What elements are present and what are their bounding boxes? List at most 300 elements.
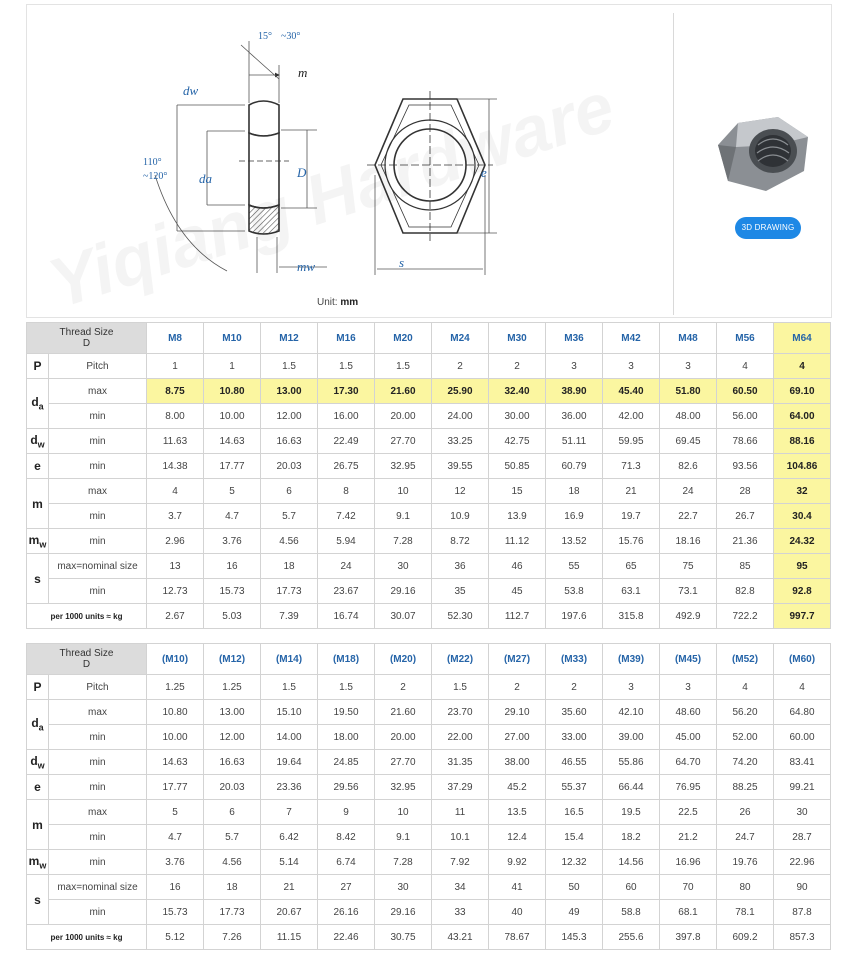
value-cell: 60 <box>603 875 660 900</box>
value-cell: 65 <box>603 554 660 579</box>
value-cell: 6.74 <box>318 850 375 875</box>
value-cell: 24 <box>660 479 717 504</box>
value-cell: 1.5 <box>432 675 489 700</box>
value-cell: 30.07 <box>375 604 432 629</box>
symbol-text: e <box>34 780 41 794</box>
value-cell: 45.40 <box>603 379 660 404</box>
value-cell: 27.70 <box>375 750 432 775</box>
size-header: (M18) <box>318 644 375 675</box>
value-cell: 22.00 <box>432 725 489 750</box>
value-cell: 23.67 <box>318 579 375 604</box>
value-cell: 13 <box>147 554 204 579</box>
nut-3d-icon <box>716 115 816 205</box>
value-cell: 14.00 <box>261 725 318 750</box>
size-header: M10 <box>204 323 261 354</box>
value-cell: 20.67 <box>261 900 318 925</box>
value-cell: 5 <box>204 479 261 504</box>
value-cell: 56.00 <box>717 404 774 429</box>
value-cell: 21.36 <box>717 529 774 554</box>
size-header: M24 <box>432 323 489 354</box>
value-cell: 16 <box>147 875 204 900</box>
value-cell: 17.73 <box>261 579 318 604</box>
symbol-subscript: w <box>39 860 47 871</box>
value-cell: 60.00 <box>774 725 831 750</box>
value-cell: 19.7 <box>603 504 660 529</box>
symbol-cell <box>27 700 49 750</box>
value-cell: 10.00 <box>204 404 261 429</box>
value-cell: 15.76 <box>603 529 660 554</box>
value-cell: 69.10 <box>774 379 831 404</box>
row-label: min <box>49 579 147 604</box>
value-cell: 20.00 <box>375 404 432 429</box>
value-cell: 45.00 <box>660 725 717 750</box>
value-cell: 1.5 <box>318 354 375 379</box>
value-cell: 40 <box>489 900 546 925</box>
3d-drawing-button[interactable]: 3D DRAWING <box>735 217 801 239</box>
table-row <box>27 675 831 700</box>
value-cell: 5.94 <box>318 529 375 554</box>
value-cell: 31.35 <box>432 750 489 775</box>
value-cell: 50.85 <box>489 454 546 479</box>
value-cell: 16.96 <box>660 850 717 875</box>
value-cell: 11.63 <box>147 429 204 454</box>
value-cell: 26 <box>717 800 774 825</box>
value-cell: 46 <box>489 554 546 579</box>
size-header: M42 <box>603 323 660 354</box>
value-cell: 17.77 <box>147 775 204 800</box>
value-cell: 1 <box>204 354 261 379</box>
svg-text:m: m <box>298 65 308 80</box>
value-cell: 76.95 <box>660 775 717 800</box>
thread-size-sub: D <box>82 338 91 349</box>
value-cell: 4.56 <box>261 529 318 554</box>
svg-text:s: s <box>399 255 405 270</box>
drawing-panel <box>26 4 832 318</box>
row-label: max=nominal size <box>49 875 147 900</box>
technical-drawing <box>27 5 667 317</box>
svg-text:mw: mw <box>297 259 316 274</box>
size-header: (M14) <box>261 644 318 675</box>
symbol-cell <box>27 429 49 454</box>
value-cell: 11 <box>432 800 489 825</box>
row-label: max <box>49 800 147 825</box>
value-cell: 32.95 <box>375 775 432 800</box>
value-cell: 42.75 <box>489 429 546 454</box>
size-header: (M39) <box>603 644 660 675</box>
value-cell: 35.60 <box>546 700 603 725</box>
value-cell: 49 <box>546 900 603 925</box>
table-row <box>27 900 831 925</box>
value-cell: 12 <box>432 479 489 504</box>
divider <box>673 13 674 315</box>
symbol-text: s <box>34 571 41 586</box>
value-cell: 22.49 <box>318 429 375 454</box>
side-view <box>239 101 289 234</box>
size-header: M12 <box>261 323 318 354</box>
value-cell: 63.1 <box>603 579 660 604</box>
size-header: M16 <box>318 323 375 354</box>
value-cell: 80 <box>717 875 774 900</box>
value-cell: 13.9 <box>489 504 546 529</box>
value-cell: 70 <box>660 875 717 900</box>
value-cell: 36.00 <box>546 404 603 429</box>
value-cell: 82.8 <box>717 579 774 604</box>
symbol-text: d <box>30 432 38 447</box>
value-cell: 24.32 <box>774 529 831 554</box>
value-cell: 26.7 <box>717 504 774 529</box>
value-cell: 16 <box>204 554 261 579</box>
value-cell: 15.4 <box>546 825 603 850</box>
value-cell: 90 <box>774 875 831 900</box>
value-cell: 99.21 <box>774 775 831 800</box>
table-row <box>27 579 831 604</box>
header-row <box>27 644 831 675</box>
value-cell: 30 <box>375 554 432 579</box>
row-label: min <box>49 529 147 554</box>
symbol-text: m <box>32 496 43 511</box>
value-cell: 3 <box>603 675 660 700</box>
value-cell: 64.70 <box>660 750 717 775</box>
value-cell: 18.16 <box>660 529 717 554</box>
value-cell: 32 <box>774 479 831 504</box>
value-cell: 5.7 <box>261 504 318 529</box>
value-cell: 78.1 <box>717 900 774 925</box>
value-cell: 4.7 <box>204 504 261 529</box>
value-cell: 23.70 <box>432 700 489 725</box>
symbol-text: m <box>28 853 40 868</box>
value-cell: 3 <box>546 354 603 379</box>
thread-size-label: Thread Size <box>59 648 114 659</box>
value-cell: 78.67 <box>489 925 546 950</box>
value-cell: 12.4 <box>489 825 546 850</box>
value-cell: 8 <box>318 479 375 504</box>
value-cell: 2 <box>375 675 432 700</box>
value-cell: 51.11 <box>546 429 603 454</box>
value-cell: 32.40 <box>489 379 546 404</box>
value-cell: 28.7 <box>774 825 831 850</box>
size-header: (M33) <box>546 644 603 675</box>
value-cell: 8.72 <box>432 529 489 554</box>
value-cell: 21.60 <box>375 700 432 725</box>
value-cell: 16.63 <box>261 429 318 454</box>
value-cell: 30.4 <box>774 504 831 529</box>
value-cell: 16.9 <box>546 504 603 529</box>
value-cell: 33 <box>432 900 489 925</box>
value-cell: 24.7 <box>717 825 774 850</box>
value-cell: 5.7 <box>204 825 261 850</box>
value-cell: 36 <box>432 554 489 579</box>
value-cell: 22.46 <box>318 925 375 950</box>
value-cell: 1.5 <box>375 354 432 379</box>
value-cell: 83.41 <box>774 750 831 775</box>
value-cell: 17.73 <box>204 900 261 925</box>
symbol-cell <box>27 800 49 850</box>
row-label: min <box>49 454 147 479</box>
value-cell: 104.86 <box>774 454 831 479</box>
value-cell: 66.44 <box>603 775 660 800</box>
unit-label: Unit: mm <box>317 297 359 308</box>
size-header: M30 <box>489 323 546 354</box>
value-cell: 16.5 <box>546 800 603 825</box>
value-cell: 18.00 <box>318 725 375 750</box>
value-cell: 78.66 <box>717 429 774 454</box>
header-row <box>27 323 831 354</box>
symbol-text: m <box>32 817 43 832</box>
value-cell: 24.00 <box>432 404 489 429</box>
value-cell: 17.30 <box>318 379 375 404</box>
value-cell: 492.9 <box>660 604 717 629</box>
value-cell: 12.00 <box>204 725 261 750</box>
size-header: M64 <box>774 323 831 354</box>
table-row <box>27 775 831 800</box>
value-cell: 38.90 <box>546 379 603 404</box>
value-cell: 10.00 <box>147 725 204 750</box>
table-row <box>27 800 831 825</box>
value-cell: 59.95 <box>603 429 660 454</box>
value-cell: 2 <box>546 675 603 700</box>
row-label: min <box>49 900 147 925</box>
value-cell: 7.39 <box>261 604 318 629</box>
symbol-text: P <box>33 680 42 694</box>
table-row <box>27 604 831 629</box>
table-row <box>27 479 831 504</box>
value-cell: 9.1 <box>375 504 432 529</box>
value-cell: 17.77 <box>204 454 261 479</box>
value-cell: 15 <box>489 479 546 504</box>
symbol-text: d <box>30 753 38 768</box>
thread-size-header <box>27 644 147 675</box>
value-cell: 75 <box>660 554 717 579</box>
value-cell: 18 <box>204 875 261 900</box>
svg-text:~120°: ~120° <box>143 171 168 182</box>
value-cell: 27 <box>318 875 375 900</box>
weight-label: per 1000 units ≈ kg <box>27 604 147 629</box>
value-cell: 20.03 <box>261 454 318 479</box>
value-cell: 21 <box>261 875 318 900</box>
value-cell: 5.03 <box>204 604 261 629</box>
value-cell: 16.63 <box>204 750 261 775</box>
svg-text:da: da <box>199 171 212 186</box>
value-cell: 19.76 <box>717 850 774 875</box>
value-cell: 10.80 <box>147 700 204 725</box>
value-cell: 29.10 <box>489 700 546 725</box>
value-cell: 28 <box>717 479 774 504</box>
value-cell: 45.2 <box>489 775 546 800</box>
row-label: min <box>49 775 147 800</box>
value-cell: 1.5 <box>318 675 375 700</box>
value-cell: 15.73 <box>204 579 261 604</box>
value-cell: 2.96 <box>147 529 204 554</box>
value-cell: 8.42 <box>318 825 375 850</box>
symbol-text: d <box>31 395 39 410</box>
value-cell: 4 <box>774 675 831 700</box>
value-cell: 2.67 <box>147 604 204 629</box>
value-cell: 4.7 <box>147 825 204 850</box>
value-cell: 7.92 <box>432 850 489 875</box>
value-cell: 21.60 <box>375 379 432 404</box>
symbol-cell <box>27 750 49 775</box>
value-cell: 20.03 <box>204 775 261 800</box>
value-cell: 2 <box>489 675 546 700</box>
size-header: (M52) <box>717 644 774 675</box>
value-cell: 42.00 <box>603 404 660 429</box>
value-cell: 1.5 <box>261 354 318 379</box>
value-cell: 1.25 <box>204 675 261 700</box>
value-cell: 53.8 <box>546 579 603 604</box>
value-cell: 145.3 <box>546 925 603 950</box>
value-cell: 20.00 <box>375 725 432 750</box>
thread-size-header <box>27 323 147 354</box>
value-cell: 35 <box>432 579 489 604</box>
symbol-text: m <box>28 532 40 547</box>
value-cell: 42.10 <box>603 700 660 725</box>
value-cell: 26.75 <box>318 454 375 479</box>
size-header: (M60) <box>774 644 831 675</box>
value-cell: 64.80 <box>774 700 831 725</box>
value-cell: 997.7 <box>774 604 831 629</box>
value-cell: 24.85 <box>318 750 375 775</box>
value-cell: 112.7 <box>489 604 546 629</box>
value-cell: 255.6 <box>603 925 660 950</box>
size-header: M48 <box>660 323 717 354</box>
value-cell: 3.76 <box>204 529 261 554</box>
spec-table-secondary <box>26 643 831 950</box>
value-cell: 43.21 <box>432 925 489 950</box>
value-cell: 74.20 <box>717 750 774 775</box>
value-cell: 13.52 <box>546 529 603 554</box>
value-cell: 22.5 <box>660 800 717 825</box>
value-cell: 21.2 <box>660 825 717 850</box>
value-cell: 7.28 <box>375 529 432 554</box>
value-cell: 7.28 <box>375 850 432 875</box>
size-header: (M20) <box>375 644 432 675</box>
symbol-cell <box>27 529 49 554</box>
value-cell: 23.36 <box>261 775 318 800</box>
value-cell: 1 <box>147 354 204 379</box>
symbol-cell <box>27 775 49 800</box>
value-cell: 37.29 <box>432 775 489 800</box>
value-cell: 15.73 <box>147 900 204 925</box>
value-cell: 46.55 <box>546 750 603 775</box>
value-cell: 11.12 <box>489 529 546 554</box>
symbol-subscript: a <box>38 401 44 412</box>
table-row <box>27 925 831 950</box>
symbol-cell <box>27 675 49 700</box>
value-cell: 29.16 <box>375 900 432 925</box>
value-cell: 9.1 <box>375 825 432 850</box>
front-view <box>367 91 493 241</box>
value-cell: 4 <box>147 479 204 504</box>
value-cell: 29.16 <box>375 579 432 604</box>
size-header: M36 <box>546 323 603 354</box>
value-cell: 27.00 <box>489 725 546 750</box>
value-cell: 55.86 <box>603 750 660 775</box>
svg-text:15°: 15° <box>258 31 272 42</box>
size-header: (M22) <box>432 644 489 675</box>
value-cell: 13.5 <box>489 800 546 825</box>
value-cell: 87.8 <box>774 900 831 925</box>
value-cell: 12.32 <box>546 850 603 875</box>
value-cell: 25.90 <box>432 379 489 404</box>
value-cell: 18 <box>546 479 603 504</box>
value-cell: 609.2 <box>717 925 774 950</box>
symbol-cell <box>27 454 49 479</box>
value-cell: 18.2 <box>603 825 660 850</box>
value-cell: 14.56 <box>603 850 660 875</box>
symbol-text: e <box>34 459 41 473</box>
row-label: min <box>49 504 147 529</box>
value-cell: 56.20 <box>717 700 774 725</box>
value-cell: 4 <box>717 354 774 379</box>
svg-text:~30°: ~30° <box>281 31 301 42</box>
size-header: M8 <box>147 323 204 354</box>
value-cell: 64.00 <box>774 404 831 429</box>
size-header: (M45) <box>660 644 717 675</box>
value-cell: 315.8 <box>603 604 660 629</box>
value-cell: 4 <box>774 354 831 379</box>
value-cell: 16.74 <box>318 604 375 629</box>
symbol-cell <box>27 479 49 529</box>
table-row <box>27 429 831 454</box>
symbol-subscript: w <box>37 439 45 450</box>
table-row <box>27 850 831 875</box>
symbol-text: s <box>34 892 41 907</box>
value-cell: 9 <box>318 800 375 825</box>
value-cell: 30.00 <box>489 404 546 429</box>
value-cell: 55.37 <box>546 775 603 800</box>
value-cell: 10.1 <box>432 825 489 850</box>
value-cell: 30 <box>774 800 831 825</box>
row-label: min <box>49 429 147 454</box>
value-cell: 11.15 <box>261 925 318 950</box>
symbol-cell <box>27 875 49 925</box>
value-cell: 30.75 <box>375 925 432 950</box>
value-cell: 8.00 <box>147 404 204 429</box>
value-cell: 4.56 <box>204 850 261 875</box>
table-row <box>27 504 831 529</box>
value-cell: 51.80 <box>660 379 717 404</box>
value-cell: 197.6 <box>546 604 603 629</box>
svg-text:e: e <box>481 165 487 180</box>
value-cell: 33.25 <box>432 429 489 454</box>
value-cell: 397.8 <box>660 925 717 950</box>
symbol-subscript: w <box>37 760 45 771</box>
value-cell: 39.55 <box>432 454 489 479</box>
symbol-subscript: w <box>39 539 47 550</box>
value-cell: 12.00 <box>261 404 318 429</box>
value-cell: 27.70 <box>375 429 432 454</box>
value-cell: 3 <box>603 354 660 379</box>
table-row <box>27 454 831 479</box>
svg-text:dw: dw <box>183 83 199 98</box>
value-cell: 71.3 <box>603 454 660 479</box>
value-cell: 21 <box>603 479 660 504</box>
value-cell: 34 <box>432 875 489 900</box>
value-cell: 1.25 <box>147 675 204 700</box>
value-cell: 7.26 <box>204 925 261 950</box>
value-cell: 55 <box>546 554 603 579</box>
size-header: M20 <box>375 323 432 354</box>
value-cell: 10.80 <box>204 379 261 404</box>
value-cell: 24 <box>318 554 375 579</box>
value-cell: 22.96 <box>774 850 831 875</box>
table-row <box>27 825 831 850</box>
table-row <box>27 354 831 379</box>
table-row <box>27 700 831 725</box>
value-cell: 52.00 <box>717 725 774 750</box>
row-label: Pitch <box>49 675 147 700</box>
value-cell: 7.42 <box>318 504 375 529</box>
